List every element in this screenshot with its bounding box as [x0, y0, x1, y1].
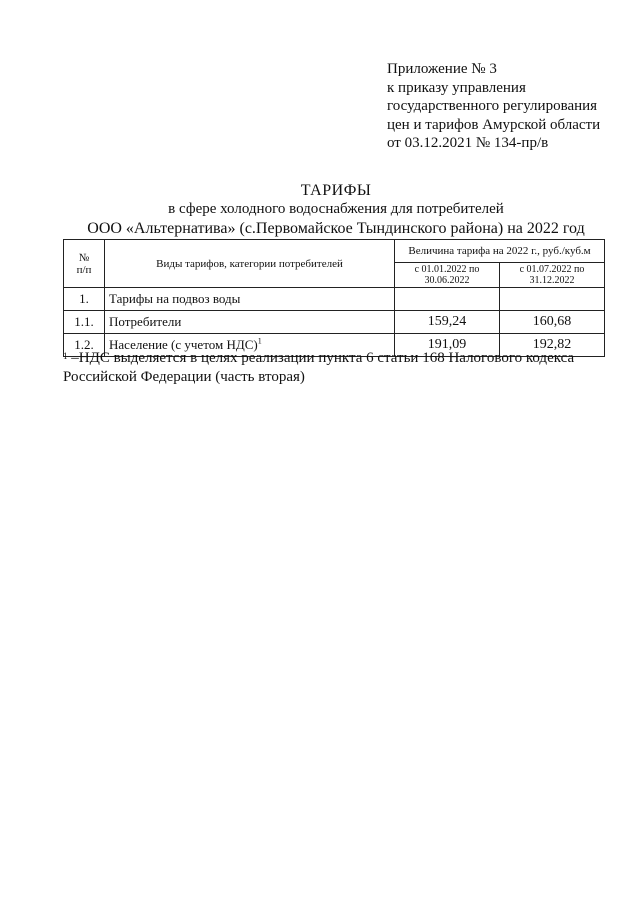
row-value-2: 160,68 [500, 311, 605, 334]
tariffs-table [63, 239, 605, 357]
appendix-line: государственного регулирования [387, 98, 598, 114]
footnote [63, 349, 623, 386]
header-period-1: с 01.01.2022 по 30.06.2022 [395, 263, 500, 288]
table-row [64, 288, 605, 311]
footnote-text: –НДС выделяется в целях реализации пункта 6 статьи 168 Налогового кодекса Российской Федерации (часть вторая) [63, 350, 575, 385]
document-subtitle: в сфере холодного водоснабжения для потребителей [168, 201, 504, 217]
row-value-1: 159,24 [395, 311, 500, 334]
header-value: Величина тарифа на 2022 г., руб./куб.м [395, 240, 605, 263]
header-number [64, 240, 105, 288]
appendix-line: цен и тарифов Амурской области [387, 116, 601, 133]
row-number: 1.2. [64, 334, 105, 357]
header-number-label: № [78, 251, 90, 264]
header-period-2: с 01.07.2022 по 31.12.2022 [500, 263, 605, 288]
row-value-2: 192,82 [500, 334, 605, 357]
row-number: 1. [64, 288, 105, 311]
row-name-text: Население (с учетом НДС) [109, 337, 258, 352]
appendix-line: к приказу управления [387, 79, 526, 96]
appendix-block [387, 60, 600, 153]
appendix-line: от 03.12.2021 № 134-пр/в [387, 135, 549, 151]
footnote-ref: 1 [257, 336, 262, 346]
document-organization: ООО «Альтернатива» (с.Первомайское Тындинского района) на 2022 год [87, 220, 585, 237]
appendix-line: Приложение № 3 [387, 61, 497, 77]
title-block [60, 181, 612, 238]
header-number-sub: п/п [76, 263, 92, 276]
row-number: 1.1. [64, 311, 105, 334]
row-name: Потребители [105, 311, 395, 334]
table-row [64, 311, 605, 334]
footnote-mark: 1 [63, 351, 68, 361]
row-value-2 [500, 288, 605, 311]
row-value-1: 191,09 [395, 334, 500, 357]
row-name: Тарифы на подвоз воды [105, 288, 395, 311]
table-header-row [64, 240, 605, 263]
row-value-1 [395, 288, 500, 311]
header-kind: Виды тарифов, категории потребителей [105, 240, 395, 288]
document-title: ТАРИФЫ [300, 182, 372, 199]
